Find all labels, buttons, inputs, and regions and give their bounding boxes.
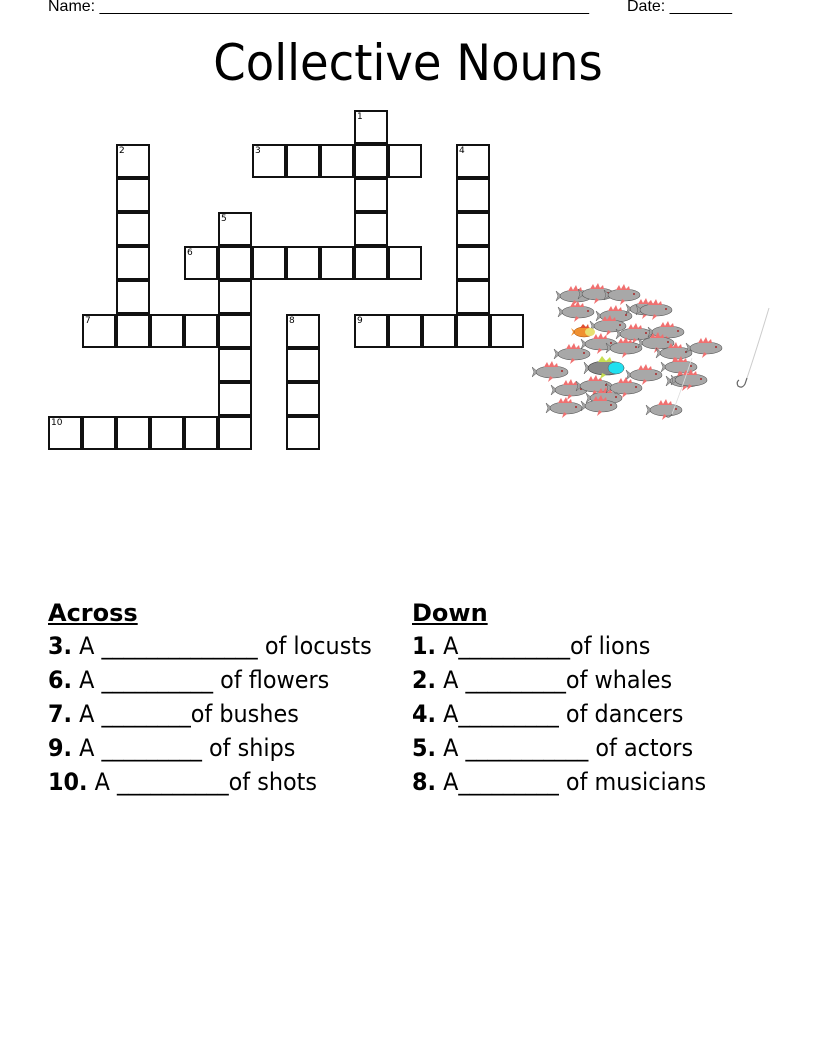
fish-school-illustration <box>532 278 777 423</box>
date-field[interactable]: Date: _______ <box>627 0 732 15</box>
grid-cell[interactable] <box>320 144 354 178</box>
grid-cell[interactable] <box>354 178 388 212</box>
clue-text: A_________ of dancers <box>436 700 684 728</box>
grid-cell[interactable] <box>218 348 252 382</box>
down-heading: Down <box>412 599 488 627</box>
grid-cell[interactable] <box>150 416 184 450</box>
clue-number: 6. <box>48 666 73 694</box>
grid-cell[interactable] <box>252 246 286 280</box>
clue-number: 2 <box>119 146 125 156</box>
clue-number: 9. <box>48 734 73 762</box>
grid-cell[interactable] <box>490 314 524 348</box>
clue-down <box>412 734 742 763</box>
grid-cell[interactable] <box>388 144 422 178</box>
grid-cell[interactable] <box>456 314 490 348</box>
grid-cell[interactable] <box>286 314 320 348</box>
grid-cell[interactable] <box>184 246 218 280</box>
grid-cell[interactable] <box>82 416 116 450</box>
clue-number: 3. <box>48 632 73 660</box>
grid-cell[interactable] <box>286 416 320 450</box>
grid-cell[interactable] <box>456 246 490 280</box>
clue-down <box>412 700 742 729</box>
clue-across <box>48 734 378 763</box>
grid-cell[interactable] <box>48 416 82 450</box>
grid-cell[interactable] <box>354 110 388 144</box>
grid-cell[interactable] <box>456 212 490 246</box>
grid-cell[interactable] <box>218 382 252 416</box>
clue-number: 4 <box>459 146 465 156</box>
grid-cell[interactable] <box>286 348 320 382</box>
grid-cell[interactable] <box>116 280 150 314</box>
grid-cell[interactable] <box>320 246 354 280</box>
clue-down <box>412 666 742 695</box>
clue-number: 10 <box>51 418 63 428</box>
grid-cell[interactable] <box>286 144 320 178</box>
grid-cell[interactable] <box>286 382 320 416</box>
grid-cell[interactable] <box>354 212 388 246</box>
clue-text: A __________ of flowers <box>72 666 330 694</box>
clue-text: A ___________ of actors <box>436 734 694 762</box>
clue-down <box>412 632 742 661</box>
clue-across <box>48 700 378 729</box>
clue-number: 1 <box>357 112 363 122</box>
name-field[interactable]: Name: _______________________________________________________ <box>48 0 589 15</box>
clue-text: A__________of lions <box>436 632 651 660</box>
grid-cell[interactable] <box>218 314 252 348</box>
clue-number: 8. <box>412 768 437 796</box>
grid-cell[interactable] <box>184 314 218 348</box>
grid-cell[interactable] <box>82 314 116 348</box>
grid-cell[interactable] <box>354 314 388 348</box>
grid-cell[interactable] <box>218 416 252 450</box>
clue-across <box>48 768 378 797</box>
grid-cell[interactable] <box>150 314 184 348</box>
grid-cell[interactable] <box>456 144 490 178</box>
clue-number: 4. <box>412 700 437 728</box>
clue-number: 8 <box>289 316 295 326</box>
grid-cell[interactable] <box>184 416 218 450</box>
clue-text: A ______________ of locusts <box>72 632 372 660</box>
grid-cell[interactable] <box>116 178 150 212</box>
clue-number: 5. <box>412 734 437 762</box>
page-title: Collective Nouns <box>213 34 603 92</box>
grid-cell[interactable] <box>116 416 150 450</box>
grid-cell[interactable] <box>456 280 490 314</box>
clue-text: A _________of whales <box>436 666 673 694</box>
clue-down <box>412 768 742 797</box>
grid-cell[interactable] <box>388 246 422 280</box>
grid-cell[interactable] <box>252 144 286 178</box>
grid-cell[interactable] <box>422 314 456 348</box>
grid-cell[interactable] <box>456 178 490 212</box>
clue-number: 1. <box>412 632 437 660</box>
clue-number: 7 <box>85 316 91 326</box>
across-clues <box>48 598 378 802</box>
across-heading: Across <box>48 599 138 627</box>
grid-cell[interactable] <box>116 314 150 348</box>
clue-across <box>48 666 378 695</box>
clue-number: 3 <box>255 146 261 156</box>
grid-cell[interactable] <box>116 212 150 246</box>
clue-number: 2. <box>412 666 437 694</box>
clue-text: A_________ of musicians <box>436 768 707 796</box>
clue-number: 9 <box>357 316 363 326</box>
grid-cell[interactable] <box>116 246 150 280</box>
clue-number: 5 <box>221 214 227 224</box>
grid-cell[interactable] <box>218 212 252 246</box>
clue-number: 7. <box>48 700 73 728</box>
grid-cell[interactable] <box>218 280 252 314</box>
grid-cell[interactable] <box>388 314 422 348</box>
grid-cell[interactable] <box>218 246 252 280</box>
grid-cell[interactable] <box>354 144 388 178</box>
clue-number: 10. <box>48 768 88 796</box>
clue-text: A _________ of ships <box>72 734 296 762</box>
clue-number: 6 <box>187 248 193 258</box>
clue-across <box>48 632 378 661</box>
clue-text: A __________of shots <box>87 768 318 796</box>
clue-text: A ________of bushes <box>72 700 299 728</box>
grid-cell[interactable] <box>354 246 388 280</box>
grid-cell[interactable] <box>116 144 150 178</box>
down-clues <box>412 598 752 802</box>
grid-cell[interactable] <box>286 246 320 280</box>
